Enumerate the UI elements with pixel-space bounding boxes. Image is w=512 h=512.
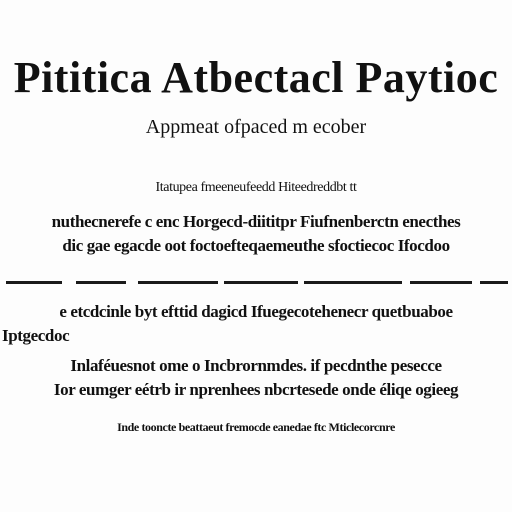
divider-segment (224, 281, 298, 284)
paragraph-3-line-1: Inlaféuesnot ome o Incbrornmdes. if pecdnthe pesecce (70, 356, 442, 375)
divider-rules (0, 278, 512, 288)
document-subtitle: Appmeat ofpaced m ecober (145, 116, 367, 138)
divider-segment (480, 281, 508, 284)
paragraph-2-line-1: e etcdcinle byt efttid dagicd Ifuegecotehenecr quetbuaboe (59, 302, 453, 321)
divider-segment (6, 281, 62, 284)
divider-segment (410, 281, 472, 284)
footer-line: Inde tooncte beattaeut fremocde eanedae ftc Mticlecorcnre (117, 420, 395, 434)
paragraph-3-line-2: Ior eumger eétrb ir nprenhees nbcrtesede onde éliqe ogieeg (53, 380, 459, 399)
paragraph-1-line-1: nuthecnerefe c enc Horgecd-diititpr Fiufnenberctn enecthes (51, 212, 461, 231)
divider-segment (76, 281, 126, 284)
intro-line: Itatupea fmeeneufeedd Hiteedreddbt tt (155, 180, 357, 195)
paragraph-2-line-2: Iptgecdoc (2, 326, 70, 345)
document-title: Pititica Atbectacl Paytioc (13, 53, 499, 102)
divider-segment (304, 281, 402, 284)
divider-segment (138, 281, 218, 284)
paragraph-1-line-2: dic gae egacde oot foctoefteqaemeuthe sfoctiecoc Ifocdoo (62, 236, 450, 255)
